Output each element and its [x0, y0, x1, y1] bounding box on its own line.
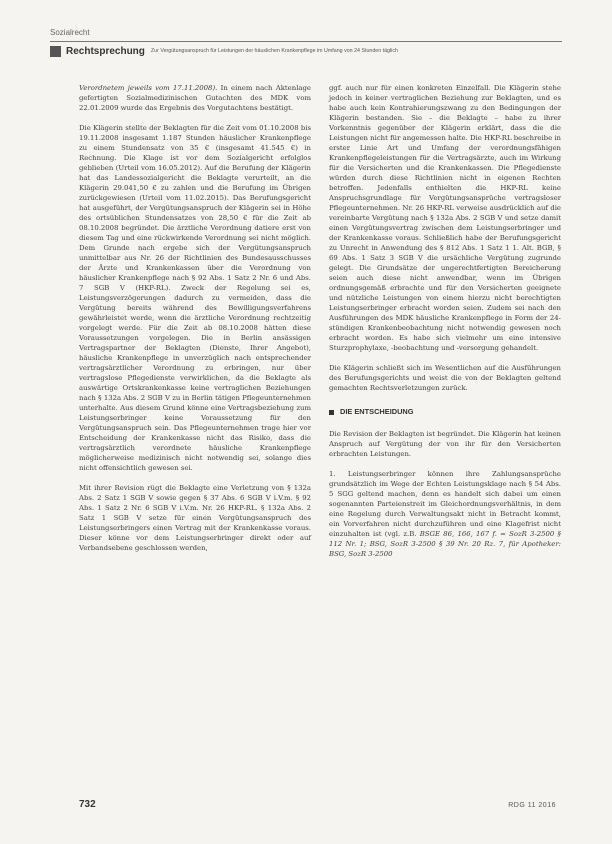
section-heading — [329, 407, 561, 417]
section-title: Rechtsprechung — [66, 45, 145, 57]
paragraph: ggf. auch nur für einen konkreten Einzelfall. Die Klägerin stehe jedoch in keiner vertraglichen Beziehung zur Beklagten, und es habe auch kein Kontrahierungszwang zu den Bedingungen der Klägerin bestanden. Sie – die Beklagte – habe zu ihrer Vorkenntnis gegenüber der Klägerin erklärt, dass die die Leistungen nicht für angemessen halte. Die HKP-RL beschreibe in erster Linie Art und Umfang der verordnungsfähigen Krankenpflegeleistungen für die Vertragsärzte, auch im Wirkung für die Versicherten und die Krankenkassen. Die Pflegedienste würden durch diese Richtlinien nicht in eigenen Rechten betroffen. Jedenfalls enthielten die HKP-RL keine Anspruchsgrundlage für Vergütungsansprüche vertragsloser Pflegeunternehmen. Nr. 26 HKP-RL verweise ausdrücklich auf die vereinbarte Vergütung nach § 132a Abs. 2 SGB V und setze damit einen Vergütungsvertrag zwischen dem Leistungserbringer und der Krankenkasse voraus. Schließlich habe der Berufungsgericht zu Unrecht in Anwendung des § 812 Abs. 1 Satz 1 1. Alt. BGB, § 69 Abs. 1 Satz 3 SGB V die ursächliche Vergütung zugrunde gelegt. Die Grundsätze der ungerechtfertigten Bereicherung seien auch diese nicht anwendbar, wenn im Übrigen ordnungsgemäß erbrachte und für den Versicherten geeignete und nützliche Leistungen von einem hierzu nicht berechtigten Leistungserbringer erbracht worden seien. Zudem sei nach den Ausführungen des MDK häusliche Krankenpflege in Form der 24-stündigen Krankenbeobachtung nicht notwendig gewesen noch erbracht worden. Es habe sich vielmehr um eine intensive Sturzprophylaxe, -beobachtung und -versorgung gehandelt. — [329, 84, 561, 352]
paragraph: Die Revision der Beklagten ist begründet. Die Klägerin hat keinen Anspruch auf Vergütung der von ihr für den Versicherten erbrachten Leistungen. — [329, 430, 561, 458]
journal-reference: RDG 11 2016 — [508, 802, 556, 809]
paragraph: 1. Leistungserbringer können ihre Zahlungsansprüche grundsätzlich im Wege der Echten Leistungsklage nach § 54 Abs. 5 SGG geltend machen, denn es handelt sich dabei um einen sogenannten Parteienstreit im Gleichordnungsverhältnis, in dem eine Regelung durch Verwaltungsakt nicht in Betracht kommt, ein Vorverfahren nicht durchzuführen und eine Klagefrist nicht einzuhalten ist (vgl. z.B. BSGE 86, 166, 167 f. = SozR 3-2500 § 112 Nr. 1; BSG, SozR 3-2500 § 39 Nr. 20 Rz. 7, für Apotheker: BSG, SozR 3-2500 — [329, 470, 561, 558]
paragraph: Verordnetem jeweils vom 17.11.2008). In einem nach Aktenlage gefertigten Sozialmedizinischen Gutachten des MDK vom 22.01.2009 wurde das Ergebnis des Vorgutachtens bestätigt. — [79, 84, 311, 112]
header-rule — [50, 41, 562, 42]
paragraph: Mit ihrer Revision rügt die Beklagte eine Verletzung von § 132a Abs. 2 Satz 1 SGB V sowie gegen § 37 Abs. 6 SGB V i.V.m. § 92 Abs. 1 Satz 2 Nr. 6 SGB V i.V.m. Nr. 26 HKP-RL. § 132a Abs. 2 Satz 1 SGB V setze für einen Vergütungsanspruch des Leistungserbringers einen Vertrag mit der Krankenkasse voraus. Dieser könne vor dem Leistungserbringer direkt oder auf Verbandsebene geschlossen werden, — [79, 484, 311, 552]
paragraph: Die Klägerin schließt sich im Wesentlichen auf die Ausführungen des Berufungsgerichts und weist die von der Beklagten geltend gemachten Rechtsverletzungen zurück. — [329, 364, 561, 392]
right-column — [329, 83, 561, 569]
page-number: 732 — [79, 799, 96, 810]
section-marker-icon — [50, 46, 61, 57]
left-column — [79, 83, 311, 563]
page-header — [50, 44, 560, 58]
paragraph: Die Klägerin stellte der Beklagten für die Zeit vom 01.10.2008 bis 19.11.2008 insgesamt 1.187 Stunden häuslicher Krankenpflege zu einem Stundensatz von 35 € (insgesamt 41.545 €) in Rechnung. Die Klage ist vor dem Sozialgericht erfolglos geblieben (Urteil vom 16.05.2012). Auf die Berufung der Klägerin hat das Landessozialgericht die Beklagte verurteilt, an die Klägerin 29.041,50 € zu zahlen und die Berufung im Übrigen zurückgewiesen (Urteil vom 11.02.2015). Das Berufungsgericht hat ausgeführt, der Vergütungsanspruch der Klägerin sei in Höhe des ortsüblichen Stundensatzes von 28,50 € für die Zeit ab 08.10.2008 begründet. Die ärztliche Verordnung datiere erst von diesem Tag und eine rückwirkende Verordnung sei nicht möglich. Dem Grunde nach ergebe sich der Vergütungsanspruch unmittelbar aus Nr. 26 der Richtlinien des Bundesausschusses der Ärzte und Krankenkassen über die Verordnung von häuslicher Krankenpflege nach § 92 Abs. 1 Satz 2 Nr. 6 und Abs. 7 SGB V (HKP-RL). Zweck der Regelung sei es, Leistungsverzögerungen dadurch zu vermeiden, dass die Vergütung bereits während des Bewilligungsverfahrens gewährleistet werde, wenn die ärztliche Verordnung rechtzeitig vorgelegt werde. Für die Zeit ab 08.10.2008 hätten diese Voraussetzungen vorgelegen. Die in Berlin ansässigen Vertragspartner der Beklagten (Dienste, Ihrer Angebot), häusliche Krankenpflege in unverzüglich nach entsprechender vertragsärztlicher Verordnung zu erbringen, nur über vertragslose Pflegedienste verwirklichen, da die Beklagte als auswärtige Ortskrankenkasse keine vertraglichen Beziehungen nach § 132a Abs. 2 SGB V zu in Berlin tätigen Pflegeunternehmen unterhalte. Aus diesem Grund könne eine Vertragsbeziehung zum Leistungserbringer keine Voraussetzung für den Vergütungsanspruch sein. Das Pflegeunternehmen trage hier vor Entscheidung der Krankenkasse nicht das Risiko, dass die vertragsärztlich verordnete häusliche Krankenpflege möglicherweise medizinisch nicht notwendig sei, solange dies nicht offensichtlich gewesen sei. — [79, 124, 311, 472]
square-bullet-icon — [329, 410, 334, 415]
section-label: Sozialrecht — [50, 28, 90, 37]
heading-text: DIE ENTSCHEIDUNG — [340, 407, 414, 416]
running-title: Zur Vergütungsanspruch für Leistungen der häuslichen Krankenpflege im Umfang von 24 Stunden täglich — [150, 48, 398, 54]
